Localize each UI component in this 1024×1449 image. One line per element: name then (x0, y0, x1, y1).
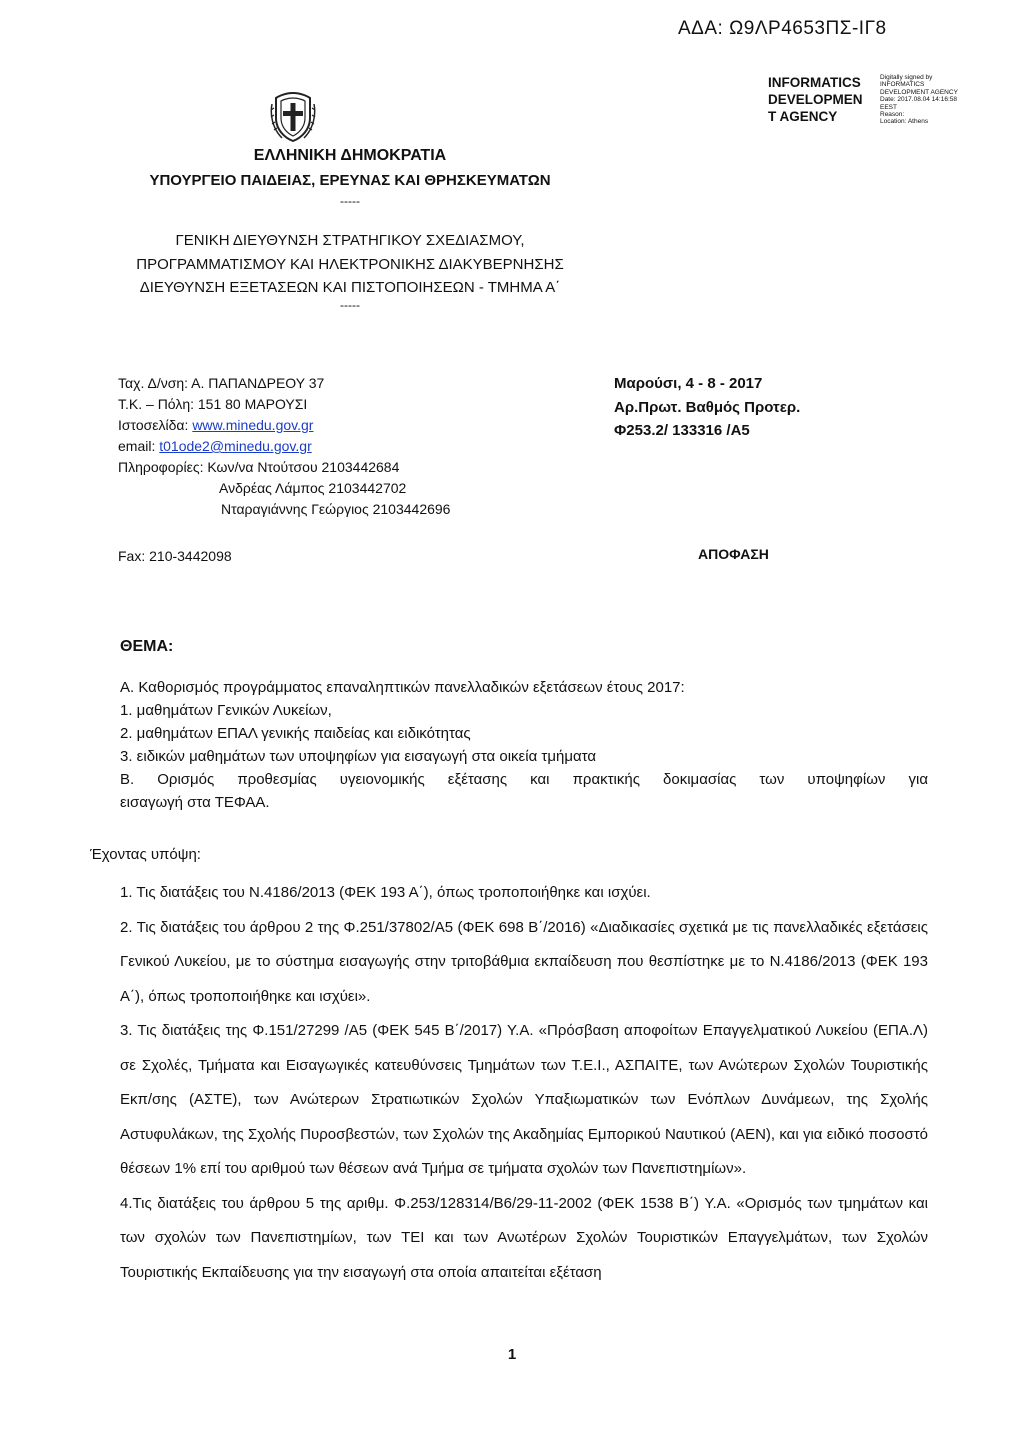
signature-org-line: T AGENCY (768, 109, 838, 124)
contact-website-row (118, 415, 450, 436)
consideration-item: 2. Τις διατάξεις του άρθρου 2 της Φ.251/37802/Α5 (ΦΕΚ 698 Β΄/2016) «Διαδικασίες σχετικά με τις πανελλαδικές εξετάσεις Γενικού Λυκείου, με το σύστημα εισαγωγής στην τριτοβάθμια εκπαίδευση που θεσπίστηκε με το Ν.4186/2013 (ΦΕΚ 193 Α΄), όπως τροποποιήθηκε και ισχύει». (120, 918, 928, 1005)
directorate-line-2: ΠΡΟΓΡΑΜΜΑΤΙΣΜΟΥ ΚΑΙ ΗΛΕΚΤΡΟΝΙΚΗΣ ΔΙΑΚΥΒΕΡΝΗΣΗΣ (136, 256, 564, 273)
consideration-item: 3. Τις διατάξεις της Φ.151/27299 /Α5 (ΦΕΚ 545 Β΄/2017) Υ.Α. «Πρόσβαση αποφοίτων Επαγγελματικού Λυκείου (ΕΠΑ.Λ) σε Σχολές, Τμήματα και Εισαγωγικές κατευθύνσεις Τμημάτων των Τ.Ε.Ι., ΑΣΠΑΙΤΕ, των Ανώτερων Σχολών Τουριστικής Εκπ/σης (ΑΣΤΕ), των Ανώτερων Στρατιωτικών Σχολών Υπαξιωματικών των Ενόπλων Δυνάμεων, της Σχολής Αστυφυλάκων, της Σχολής Πυροσβεστών, των Σχολών της Ακαδημίας Εμπορικού Ναυτικού (ΑΕΝ), και για ειδικό ποσοστό θέσεων 1% επί του αριθμού των θέσεων ανά Τμήμα σε τμήματα σχολών των Πανεπιστημίων». (120, 1022, 928, 1177)
page-number: 1 (507, 1346, 517, 1363)
contact-block (118, 373, 450, 520)
subject-line-a: Α. Καθορισμός προγράμματος επαναληπτικών πανελλαδικών εξετάσεων έτους 2017: (120, 679, 685, 696)
greek-coat-of-arms-emblem (268, 90, 318, 144)
consideration-item: 1. Τις διατάξεις του Ν.4186/2013 (ΦΕΚ 193 Α΄), όπως τροποποιήθηκε και ισχύει. (120, 884, 651, 901)
signature-org-line: DEVELOPMEN (768, 92, 863, 107)
signature-detail-line: Digitally signed by (880, 74, 933, 81)
signature-detail-line: Reason: (880, 111, 905, 119)
signature-organization (768, 74, 876, 125)
signature-detail-line: EEST (880, 103, 897, 111)
protocol-label: Αρ.Πρωτ. Βαθμός Προτερ. (614, 398, 801, 416)
signature-detail-line: Location: Athens (880, 118, 929, 126)
contact-email-row (118, 436, 450, 457)
website-label: Ιστοσελίδα: (118, 417, 193, 433)
protocol-number: Φ253.2/ 133316 /Α5 (614, 422, 750, 439)
contact-info-3: Νταραγιάννης Γεώργιος 2103442696 (221, 501, 451, 517)
consideration-item: 4.Τις διατάξεις του άρθρου 5 της αριθμ. Φ.253/128314/Β6/29-11-2002 (ΦΕΚ 1538 Β΄) Υ.Α. «Ορισμός των τμημάτων και των σχολών των Πανεπιστημίων, των ΤΕΙ και των Ανωτέρων Σχολών Τουριστικών Επαγγελμάτων, των Σχολών Τουριστικής Εκπαίδευσης για την εισαγωγή στα οποία απαιτείται εξέταση (120, 1194, 928, 1281)
contact-info-2: Ανδρέας Λάμπος 2103442702 (219, 480, 407, 496)
signature-detail-line: Date: 2017.08.04 14:16:58 (880, 96, 957, 104)
ministry-heading: ΥΠΟΥΡΓΕΙΟ ΠΑΙΔΕΙΑΣ, ΕΡΕΥΝΑΣ ΚΑΙ ΘΡΗΣΚΕΥΜΑΤΩΝ (149, 172, 551, 189)
email-link[interactable]: t01ode2@minedu.gov.gr (159, 438, 312, 454)
considerations-list (120, 876, 928, 1290)
directorate-line-3: ΔΙΕΥΘΥΝΣΗ ΕΞΕΤΑΣΕΩΝ ΚΑΙ ΠΙΣΤΟΠΟΙΗΣΕΩΝ - ΤΜΗΜΑ Α΄ (139, 279, 561, 296)
subject-line-b: Β. Ορισμός προθεσμίας υγειονομικής εξέτασης και πρακτικής δοκιμασίας των υποψηφίων για (120, 771, 928, 788)
subject-title: ΘΕΜΑ: (120, 638, 174, 655)
signature-detail-line: DEVELOPMENT AGENCY (880, 88, 958, 96)
decision-label: ΑΠΟΦΑΣΗ (698, 546, 769, 562)
subject-item-2: 2. μαθημάτων ΕΠΑΛ γενικής παιδείας και ειδικότητας (120, 725, 471, 742)
subject-item-1: 1. μαθημάτων Γενικών Λυκείων, (120, 702, 332, 719)
signature-details (880, 74, 990, 126)
directorate-line-1: ΓΕΝΙΚΗ ΔΙΕΥΘΥΝΣΗ ΣΤΡΑΤΗΓΙΚΟΥ ΣΧΕΔΙΑΣΜΟΥ, (175, 232, 525, 249)
contact-city: Τ.Κ. – Πόλη: 151 80 ΜΑΡΟΥΣΙ (118, 396, 308, 412)
signature-org-line: INFORMATICS (768, 75, 861, 90)
document-meta (614, 372, 800, 443)
ada-code: ΑΔΑ: Ω9ΛΡ4653ΠΣ-ΙΓ8 (678, 18, 887, 39)
header-separator: ----- (340, 194, 360, 208)
subject-body (120, 676, 928, 814)
website-link[interactable]: www.minedu.gov.gr (192, 417, 314, 433)
subject-item-3: 3. ειδικών μαθημάτων των υποψηφίων για εισαγωγή στα οικεία τμήματα (120, 748, 597, 765)
document-date: Μαρούσι, 4 - 8 - 2017 (614, 375, 763, 392)
republic-heading: ΕΛΛΗΝΙΚΗ ΔΗΜΟΚΡΑΤΙΑ (253, 147, 447, 164)
considering-heading: Έχοντας υπόψη: (90, 846, 201, 863)
contact-info-1: Πληροφορίες: Κων/να Ντούτσου 2103442684 (118, 459, 400, 475)
header-separator: ----- (340, 298, 360, 312)
contact-fax: Fax: 210-3442098 (118, 548, 232, 564)
subject-line-b-cont: εισαγωγή στα ΤΕΦΑΑ. (120, 794, 270, 811)
email-label: email: (118, 438, 160, 454)
signature-detail-line: INFORMATICS (880, 81, 925, 89)
contact-address: Ταχ. Δ/νση: Α. ΠΑΠΑΝΔΡΕΟΥ 37 (118, 375, 325, 391)
